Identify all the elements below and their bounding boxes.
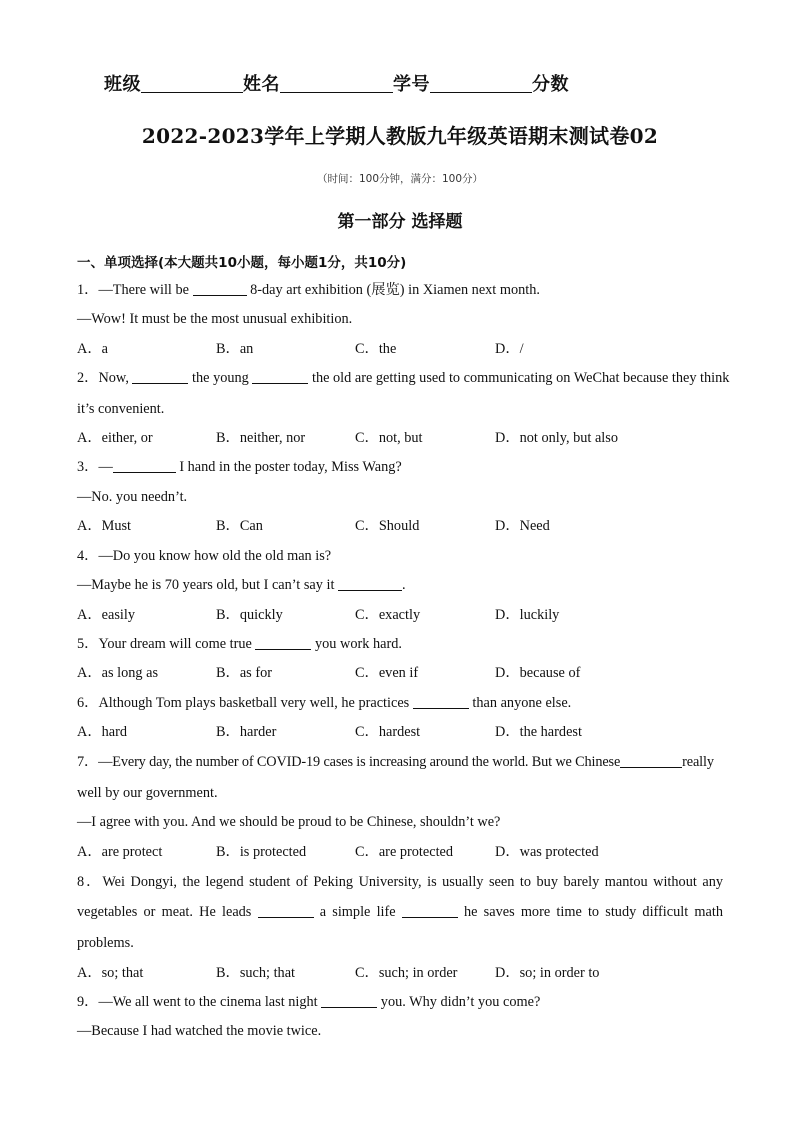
part-title: 第一部分 选择题	[337, 212, 463, 232]
option-d[interactable]: D．because of	[495, 665, 581, 681]
option-b[interactable]: B．an	[216, 341, 254, 357]
option-b[interactable]: B．Can	[216, 518, 263, 534]
question-text: the old are getting used to communicating on WeChat because they think	[308, 370, 730, 386]
question-text: 5．Your dream will come true	[77, 636, 256, 652]
question-text: than anyone else.	[468, 695, 572, 711]
answer-blank[interactable]	[321, 993, 377, 1008]
question-text: the young	[188, 370, 253, 386]
question-text: 2．Now,	[77, 370, 133, 386]
student-id-label: 学号	[393, 74, 430, 95]
option-c[interactable]: C．exactly	[355, 607, 421, 623]
question-8-line-3: problems.	[77, 935, 134, 951]
option-a[interactable]: A．hard	[77, 724, 128, 740]
question-9	[77, 993, 540, 1011]
question-7	[77, 753, 714, 771]
question-text: really	[682, 754, 714, 770]
question-1	[77, 281, 540, 299]
name-label: 姓名	[243, 74, 280, 95]
option-c[interactable]: C．even if	[355, 665, 419, 681]
student-info-line	[104, 70, 569, 96]
answer-blank[interactable]	[132, 369, 188, 384]
option-a[interactable]: A．easily	[77, 607, 135, 623]
question-8-line-2	[77, 903, 723, 921]
option-a[interactable]: A．either, or	[77, 430, 153, 446]
option-b[interactable]: B．is protected	[216, 844, 307, 860]
reply-text: —Maybe he is 70 years old, but I can’t say it	[77, 577, 338, 593]
question-text: 3．—	[77, 459, 113, 475]
question-text: vegetables or meat. He leads	[77, 904, 258, 920]
score-label: 分数	[532, 74, 569, 95]
question-7-reply: —I agree with you. And we should be proud to be Chinese, shouldn’t we?	[77, 814, 501, 830]
option-d[interactable]: D．Need	[495, 518, 550, 534]
question-5	[77, 635, 402, 653]
question-3	[77, 458, 402, 476]
name-blank[interactable]	[280, 74, 393, 93]
option-c[interactable]: C．are protected	[355, 844, 454, 860]
option-c[interactable]: C．hardest	[355, 724, 421, 740]
option-c[interactable]: C．not, but	[355, 430, 423, 446]
question-7-continued: well by our government.	[77, 785, 218, 801]
question-4-reply	[77, 576, 406, 594]
option-b[interactable]: B．harder	[216, 724, 277, 740]
question-text: 7．—Every day, the number of COVID-19 cases is increasing around the world. But we Chinese	[77, 754, 621, 770]
option-c[interactable]: C．the	[355, 341, 397, 357]
option-c[interactable]: C．such; in order	[355, 965, 458, 981]
answer-blank[interactable]	[258, 903, 314, 918]
question-text: 6．Although Tom plays basketball very well, he practices	[77, 695, 413, 711]
option-d[interactable]: D．the hardest	[495, 724, 582, 740]
option-d[interactable]: D．was protected	[495, 844, 599, 860]
question-2	[77, 369, 729, 387]
question-8: 8．Wei Dongyi, the legend student of Peking University, is usually seen to buy barely mantou without any	[77, 874, 723, 890]
reply-text: .	[402, 577, 406, 593]
student-id-blank[interactable]	[430, 74, 532, 93]
class-blank[interactable]	[141, 74, 243, 93]
section-title: 一、单项选择(本大题共10小题，每小题1分，共10分)	[77, 255, 407, 271]
answer-blank[interactable]	[620, 753, 682, 768]
class-label: 班级	[104, 74, 141, 95]
question-text: he saves more time to study difficult math	[457, 904, 723, 920]
option-b[interactable]: B．as for	[216, 665, 272, 681]
question-4: 4．—Do you know how old the old man is?	[77, 548, 332, 564]
question-text: 9．—We all went to the cinema last night	[77, 994, 322, 1010]
answer-blank[interactable]	[193, 281, 247, 296]
question-text: I hand in the poster today, Miss Wang?	[175, 459, 402, 475]
answer-blank[interactable]	[402, 903, 458, 918]
option-d[interactable]: D．not only, but also	[495, 430, 618, 446]
question-text: 8-day art exhibition (展览) in Xiamen next month.	[246, 282, 540, 298]
option-c[interactable]: C．Should	[355, 518, 420, 534]
option-a[interactable]: A．a	[77, 341, 108, 357]
option-a[interactable]: A．are protect	[77, 844, 163, 860]
exam-title: 2022-2023学年上学期人教版九年级英语期末测试卷02	[141, 124, 659, 148]
question-text: you work hard.	[311, 636, 402, 652]
option-b[interactable]: B．quickly	[216, 607, 283, 623]
question-3-reply: —No. you needn’t.	[77, 489, 188, 505]
option-a[interactable]: A．Must	[77, 518, 132, 534]
option-b[interactable]: B．such; that	[216, 965, 296, 981]
question-text: you. Why didn’t you come?	[377, 994, 541, 1010]
question-text: 1．—There will be	[77, 282, 193, 298]
option-d[interactable]: D．luckily	[495, 607, 560, 623]
option-a[interactable]: A．so; that	[77, 965, 144, 981]
question-1-reply: —Wow! It must be the most unusual exhibition.	[77, 311, 353, 327]
option-d[interactable]: D．/	[495, 341, 524, 357]
option-d[interactable]: D．so; in order to	[495, 965, 600, 981]
answer-blank[interactable]	[338, 576, 402, 591]
question-9-reply: —Because I had watched the movie twice.	[77, 1023, 322, 1039]
question-6	[77, 694, 571, 712]
option-a[interactable]: A．as long as	[77, 665, 159, 681]
question-text: a simple life	[313, 904, 402, 920]
answer-blank[interactable]	[413, 694, 469, 709]
option-b[interactable]: B．neither, nor	[216, 430, 306, 446]
answer-blank[interactable]	[113, 458, 176, 473]
exam-subtitle: （时间：100分钟，满分：100分）	[316, 173, 484, 185]
question-2-continued: it’s convenient.	[77, 401, 165, 417]
answer-blank[interactable]	[252, 369, 308, 384]
answer-blank[interactable]	[255, 635, 311, 650]
